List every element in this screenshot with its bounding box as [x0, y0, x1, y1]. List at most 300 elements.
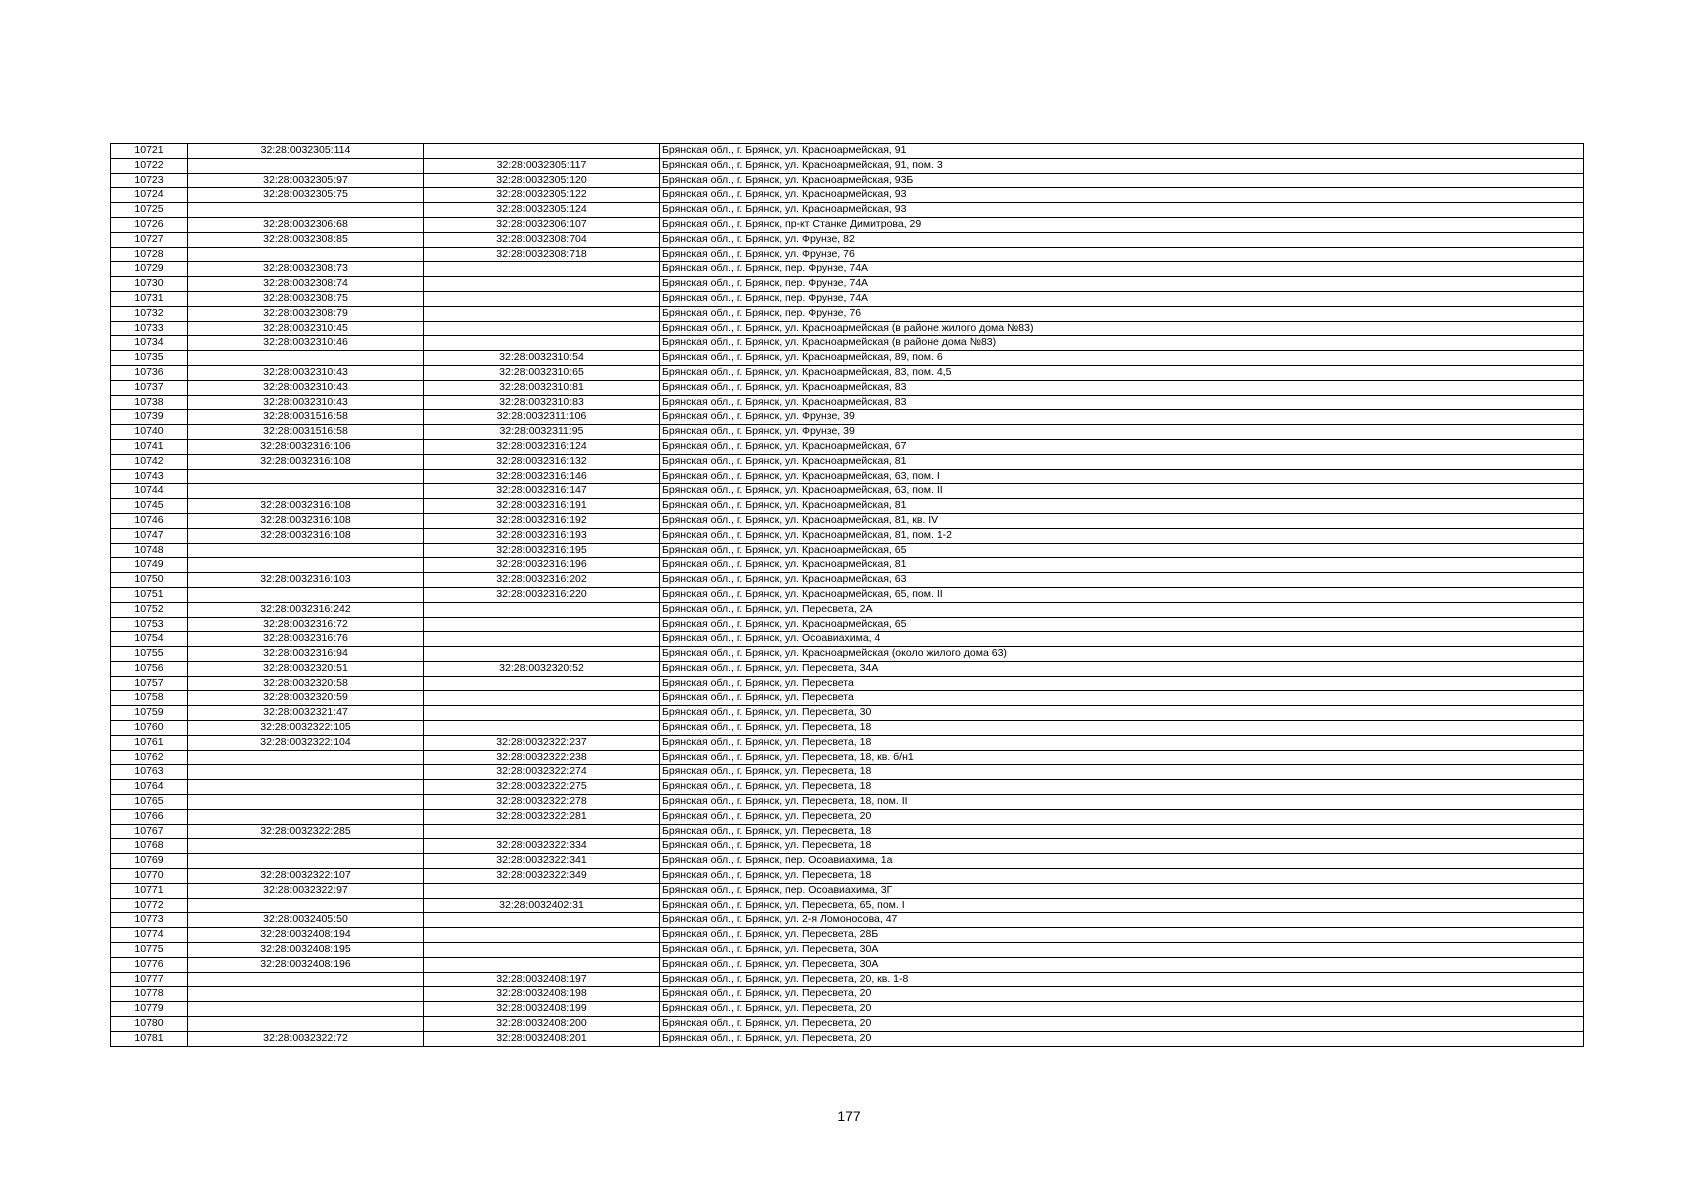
row-number-cell: 10748 — [111, 543, 188, 558]
land-cadastral-number-cell: 32:28:0032316:108 — [188, 499, 424, 514]
land-cadastral-number-cell — [188, 558, 424, 573]
building-cadastral-number-cell: 32:28:0032322:281 — [424, 809, 660, 824]
land-cadastral-number-cell: 32:28:0032316:76 — [188, 632, 424, 647]
building-cadastral-number-cell — [424, 957, 660, 972]
address-cell: Брянская обл., г. Брянск, ул. Красноармейская, 65 — [660, 617, 1584, 632]
table-row — [111, 469, 1584, 484]
building-cadastral-number-cell: 32:28:0032310:54 — [424, 351, 660, 366]
land-cadastral-number-cell — [188, 484, 424, 499]
table-row — [111, 1031, 1584, 1046]
address-cell: Брянская обл., г. Брянск, пер. Фрунзе, 76 — [660, 306, 1584, 321]
row-number-cell: 10764 — [111, 780, 188, 795]
land-cadastral-number-cell: 32:28:0032316:108 — [188, 513, 424, 528]
address-cell: Брянская обл., г. Брянск, пер. Фрунзе, 74А — [660, 262, 1584, 277]
table-row — [111, 365, 1584, 380]
land-cadastral-number-cell — [188, 543, 424, 558]
address-cell: Брянская обл., г. Брянск, ул. Пересвета, 18 — [660, 735, 1584, 750]
land-cadastral-number-cell — [188, 765, 424, 780]
row-number-cell: 10758 — [111, 691, 188, 706]
row-number-cell: 10733 — [111, 321, 188, 336]
land-cadastral-number-cell: 32:28:0032408:196 — [188, 957, 424, 972]
table-row — [111, 602, 1584, 617]
row-number-cell: 10735 — [111, 351, 188, 366]
address-cell: Брянская обл., г. Брянск, ул. Красноармейская, 65 — [660, 543, 1584, 558]
address-cell: Брянская обл., г. Брянск, ул. Красноармейская, 93 — [660, 203, 1584, 218]
table-row — [111, 558, 1584, 573]
row-number-cell: 10749 — [111, 558, 188, 573]
address-cell: Брянская обл., г. Брянск, ул. Красноармейская, 81 — [660, 454, 1584, 469]
land-cadastral-number-cell: 32:28:0032322:104 — [188, 735, 424, 750]
land-cadastral-number-cell — [188, 750, 424, 765]
row-number-cell: 10724 — [111, 188, 188, 203]
address-cell: Брянская обл., г. Брянск, ул. Красноармейская, 81, кв. IV — [660, 513, 1584, 528]
building-cadastral-number-cell: 32:28:0032316:191 — [424, 499, 660, 514]
row-number-cell: 10761 — [111, 735, 188, 750]
row-number-cell: 10739 — [111, 410, 188, 425]
row-number-cell: 10755 — [111, 647, 188, 662]
land-cadastral-number-cell — [188, 854, 424, 869]
building-cadastral-number-cell — [424, 691, 660, 706]
table-row — [111, 839, 1584, 854]
building-cadastral-number-cell: 32:28:0032316:195 — [424, 543, 660, 558]
address-cell: Брянская обл., г. Брянск, ул. Пересвета, 18 — [660, 721, 1584, 736]
address-cell: Брянская обл., г. Брянск, ул. Красноармейская (в районе дома №83) — [660, 336, 1584, 351]
table-row — [111, 321, 1584, 336]
address-cell: Брянская обл., г. Брянск, ул. Пересвета, 18 — [660, 869, 1584, 884]
address-cell: Брянская обл., г. Брянск, ул. Красноармейская, 63, пом. II — [660, 484, 1584, 499]
building-cadastral-number-cell — [424, 647, 660, 662]
table-row — [111, 188, 1584, 203]
row-number-cell: 10750 — [111, 573, 188, 588]
land-cadastral-number-cell: 32:28:0032308:73 — [188, 262, 424, 277]
row-number-cell: 10763 — [111, 765, 188, 780]
row-number-cell: 10772 — [111, 898, 188, 913]
table-row — [111, 824, 1584, 839]
table-row — [111, 232, 1584, 247]
table-row — [111, 277, 1584, 292]
land-cadastral-number-cell: 32:28:0032310:46 — [188, 336, 424, 351]
table-row — [111, 617, 1584, 632]
address-cell: Брянская обл., г. Брянск, ул. Пересвета, 30 — [660, 706, 1584, 721]
row-number-cell: 10762 — [111, 750, 188, 765]
building-cadastral-number-cell: 32:28:0032316:192 — [424, 513, 660, 528]
land-cadastral-number-cell — [188, 351, 424, 366]
table-row — [111, 943, 1584, 958]
table-row — [111, 410, 1584, 425]
address-cell: Брянская обл., г. Брянск, ул. Фрунзе, 76 — [660, 247, 1584, 262]
row-number-cell: 10721 — [111, 144, 188, 159]
building-cadastral-number-cell — [424, 824, 660, 839]
table-row — [111, 676, 1584, 691]
table-row — [111, 706, 1584, 721]
address-cell: Брянская обл., г. Брянск, ул. Пересвета, 18 — [660, 824, 1584, 839]
land-cadastral-number-cell: 32:28:0032320:51 — [188, 661, 424, 676]
table-row — [111, 306, 1584, 321]
row-number-cell: 10742 — [111, 454, 188, 469]
building-cadastral-number-cell — [424, 617, 660, 632]
land-cadastral-number-cell: 32:28:0031516:58 — [188, 410, 424, 425]
building-cadastral-number-cell — [424, 602, 660, 617]
table-row — [111, 972, 1584, 987]
row-number-cell: 10736 — [111, 365, 188, 380]
building-cadastral-number-cell — [424, 883, 660, 898]
table-row — [111, 380, 1584, 395]
row-number-cell: 10773 — [111, 913, 188, 928]
land-cadastral-number-cell: 32:28:0032321:47 — [188, 706, 424, 721]
table-row — [111, 217, 1584, 232]
building-cadastral-number-cell — [424, 336, 660, 351]
building-cadastral-number-cell — [424, 632, 660, 647]
table-row — [111, 351, 1584, 366]
row-number-cell: 10776 — [111, 957, 188, 972]
building-cadastral-number-cell: 32:28:0032305:122 — [424, 188, 660, 203]
row-number-cell: 10766 — [111, 809, 188, 824]
address-cell: Брянская обл., г. Брянск, пер. Фрунзе, 74А — [660, 291, 1584, 306]
address-cell: Брянская обл., г. Брянск, ул. Пересвета, 28Б — [660, 928, 1584, 943]
building-cadastral-number-cell — [424, 913, 660, 928]
table-row — [111, 735, 1584, 750]
row-number-cell: 10744 — [111, 484, 188, 499]
row-number-cell: 10732 — [111, 306, 188, 321]
land-cadastral-number-cell: 32:28:0032306:68 — [188, 217, 424, 232]
land-cadastral-number-cell: 32:28:0032316:242 — [188, 602, 424, 617]
table-row — [111, 144, 1584, 159]
row-number-cell: 10753 — [111, 617, 188, 632]
row-number-cell: 10774 — [111, 928, 188, 943]
address-cell: Брянская обл., г. Брянск, ул. Пересвета — [660, 691, 1584, 706]
row-number-cell: 10767 — [111, 824, 188, 839]
table-row — [111, 854, 1584, 869]
address-cell: Брянская обл., г. Брянск, ул. Фрунзе, 82 — [660, 232, 1584, 247]
address-cell: Брянская обл., г. Брянск, ул. Пересвета, 18 — [660, 780, 1584, 795]
address-cell: Брянская обл., г. Брянск, ул. Красноармейская (в районе жилого дома №83) — [660, 321, 1584, 336]
building-cadastral-number-cell: 32:28:0032322:238 — [424, 750, 660, 765]
land-cadastral-number-cell: 32:28:0032305:75 — [188, 188, 424, 203]
address-cell: Брянская обл., г. Брянск, ул. Красноармейская, 67 — [660, 439, 1584, 454]
building-cadastral-number-cell — [424, 676, 660, 691]
row-number-cell: 10768 — [111, 839, 188, 854]
building-cadastral-number-cell: 32:28:0032308:718 — [424, 247, 660, 262]
land-cadastral-number-cell: 32:28:0032316:108 — [188, 454, 424, 469]
row-number-cell: 10734 — [111, 336, 188, 351]
row-number-cell: 10759 — [111, 706, 188, 721]
row-number-cell: 10777 — [111, 972, 188, 987]
land-cadastral-number-cell: 32:28:0032308:85 — [188, 232, 424, 247]
table-row — [111, 661, 1584, 676]
row-number-cell: 10722 — [111, 158, 188, 173]
building-cadastral-number-cell: 32:28:0032305:120 — [424, 173, 660, 188]
table-row — [111, 291, 1584, 306]
row-number-cell: 10726 — [111, 217, 188, 232]
table-row — [111, 1017, 1584, 1032]
address-cell: Брянская обл., г. Брянск, ул. Красноармейская, 91, пом. 3 — [660, 158, 1584, 173]
address-cell: Брянская обл., г. Брянск, ул. Красноармейская, 81 — [660, 558, 1584, 573]
row-number-cell: 10760 — [111, 721, 188, 736]
building-cadastral-number-cell: 32:28:0032408:199 — [424, 1002, 660, 1017]
address-cell: Брянская обл., г. Брянск, ул. Красноармейская (около жилого дома 63) — [660, 647, 1584, 662]
land-cadastral-number-cell: 32:28:0032408:194 — [188, 928, 424, 943]
row-number-cell: 10745 — [111, 499, 188, 514]
land-cadastral-number-cell: 32:28:0032322:105 — [188, 721, 424, 736]
address-cell: Брянская обл., г. Брянск, ул. Красноармейская, 81, пом. 1-2 — [660, 528, 1584, 543]
address-cell: Брянская обл., г. Брянск, ул. Пересвета, 20 — [660, 1031, 1584, 1046]
land-cadastral-number-cell — [188, 780, 424, 795]
row-number-cell: 10747 — [111, 528, 188, 543]
row-number-cell: 10757 — [111, 676, 188, 691]
address-cell: Брянская обл., г. Брянск, пер. Осоавиахима, 3Г — [660, 883, 1584, 898]
building-cadastral-number-cell: 32:28:0032310:83 — [424, 395, 660, 410]
row-number-cell: 10731 — [111, 291, 188, 306]
table-row — [111, 898, 1584, 913]
land-cadastral-number-cell: 32:28:0032322:285 — [188, 824, 424, 839]
table-row — [111, 543, 1584, 558]
address-cell: Брянская обл., г. Брянск, ул. Красноармейская, 65, пом. II — [660, 587, 1584, 602]
row-number-cell: 10730 — [111, 277, 188, 292]
row-number-cell: 10738 — [111, 395, 188, 410]
building-cadastral-number-cell: 32:28:0032322:237 — [424, 735, 660, 750]
address-cell: Брянская обл., г. Брянск, ул. Фрунзе, 39 — [660, 425, 1584, 440]
building-cadastral-number-cell: 32:28:0032316:124 — [424, 439, 660, 454]
table-row — [111, 425, 1584, 440]
land-cadastral-number-cell: 32:28:0032305:114 — [188, 144, 424, 159]
land-cadastral-number-cell: 32:28:0032310:43 — [188, 380, 424, 395]
address-cell: Брянская обл., г. Брянск, ул. Пересвета, 2А — [660, 602, 1584, 617]
land-cadastral-number-cell: 32:28:0032308:79 — [188, 306, 424, 321]
row-number-cell: 10752 — [111, 602, 188, 617]
building-cadastral-number-cell: 32:28:0032316:132 — [424, 454, 660, 469]
building-cadastral-number-cell: 32:28:0032316:202 — [424, 573, 660, 588]
row-number-cell: 10737 — [111, 380, 188, 395]
building-cadastral-number-cell: 32:28:0032306:107 — [424, 217, 660, 232]
row-number-cell: 10727 — [111, 232, 188, 247]
table-row — [111, 750, 1584, 765]
building-cadastral-number-cell: 32:28:0032322:334 — [424, 839, 660, 854]
address-cell: Брянская обл., г. Брянск, ул. Пересвета, 18 — [660, 839, 1584, 854]
address-cell: Брянская обл., г. Брянск, ул. Красноармейская, 93Б — [660, 173, 1584, 188]
address-cell: Брянская обл., г. Брянск, ул. Пересвета, 18 — [660, 765, 1584, 780]
address-cell: Брянская обл., г. Брянск, ул. Фрунзе, 39 — [660, 410, 1584, 425]
address-cell: Брянская обл., г. Брянск, ул. Пересвета, 34А — [660, 661, 1584, 676]
address-cell: Брянская обл., г. Брянск, ул. Красноармейская, 83 — [660, 395, 1584, 410]
table-row — [111, 928, 1584, 943]
land-cadastral-number-cell — [188, 587, 424, 602]
table-row — [111, 809, 1584, 824]
address-cell: Брянская обл., г. Брянск, ул. Осоавиахима, 4 — [660, 632, 1584, 647]
land-cadastral-number-cell — [188, 203, 424, 218]
row-number-cell: 10781 — [111, 1031, 188, 1046]
building-cadastral-number-cell — [424, 144, 660, 159]
row-number-cell: 10756 — [111, 661, 188, 676]
table-row — [111, 587, 1584, 602]
building-cadastral-number-cell: 32:28:0032322:274 — [424, 765, 660, 780]
address-cell: Брянская обл., г. Брянск, ул. Красноармейская, 91 — [660, 144, 1584, 159]
address-cell: Брянская обл., г. Брянск, пер. Осоавиахима, 1а — [660, 854, 1584, 869]
table-row — [111, 1002, 1584, 1017]
table-row — [111, 484, 1584, 499]
land-cadastral-number-cell — [188, 839, 424, 854]
address-cell: Брянская обл., г. Брянск, ул. Красноармейская, 93 — [660, 188, 1584, 203]
table-row — [111, 573, 1584, 588]
table-row — [111, 913, 1584, 928]
address-cell: Брянская обл., г. Брянск, ул. Пересвета, 30А — [660, 957, 1584, 972]
address-cell: Брянская обл., г. Брянск, ул. Пересвета, 30А — [660, 943, 1584, 958]
building-cadastral-number-cell — [424, 291, 660, 306]
land-cadastral-number-cell: 32:28:0032320:58 — [188, 676, 424, 691]
building-cadastral-number-cell: 32:28:0032310:81 — [424, 380, 660, 395]
address-cell: Брянская обл., г. Брянск, пр-кт Станке Димитрова, 29 — [660, 217, 1584, 232]
address-cell: Брянская обл., г. Брянск, пер. Фрунзе, 74А — [660, 277, 1584, 292]
building-cadastral-number-cell: 32:28:0032322:275 — [424, 780, 660, 795]
building-cadastral-number-cell: 32:28:0032322:349 — [424, 869, 660, 884]
building-cadastral-number-cell — [424, 928, 660, 943]
row-number-cell: 10765 — [111, 795, 188, 810]
building-cadastral-number-cell: 32:28:0032402:31 — [424, 898, 660, 913]
table-row — [111, 513, 1584, 528]
table-row — [111, 247, 1584, 262]
table-row — [111, 158, 1584, 173]
row-number-cell: 10771 — [111, 883, 188, 898]
row-number-cell: 10770 — [111, 869, 188, 884]
row-number-cell: 10754 — [111, 632, 188, 647]
land-cadastral-number-cell: 32:28:0032310:43 — [188, 395, 424, 410]
land-cadastral-number-cell: 32:28:0032316:106 — [188, 439, 424, 454]
row-number-cell: 10746 — [111, 513, 188, 528]
building-cadastral-number-cell — [424, 262, 660, 277]
table-row — [111, 721, 1584, 736]
building-cadastral-number-cell: 32:28:0032316:220 — [424, 587, 660, 602]
address-cell: Брянская обл., г. Брянск, ул. Красноармейская, 63 — [660, 573, 1584, 588]
table-row — [111, 795, 1584, 810]
land-cadastral-number-cell: 32:28:0032308:74 — [188, 277, 424, 292]
building-cadastral-number-cell: 32:28:0032408:197 — [424, 972, 660, 987]
row-number-cell: 10779 — [111, 1002, 188, 1017]
table-row — [111, 883, 1584, 898]
land-cadastral-number-cell: 32:28:0032322:107 — [188, 869, 424, 884]
table-row — [111, 454, 1584, 469]
land-cadastral-number-cell: 32:28:0032320:59 — [188, 691, 424, 706]
building-cadastral-number-cell: 32:28:0032310:65 — [424, 365, 660, 380]
building-cadastral-number-cell: 32:28:0032408:200 — [424, 1017, 660, 1032]
land-cadastral-number-cell — [188, 809, 424, 824]
land-cadastral-number-cell: 32:28:0032405:50 — [188, 913, 424, 928]
page-number: 177 — [837, 1108, 861, 1124]
row-number-cell: 10741 — [111, 439, 188, 454]
address-cell: Брянская обл., г. Брянск, ул. Пересвета, 20 — [660, 1017, 1584, 1032]
address-cell: Брянская обл., г. Брянск, ул. Пересвета — [660, 676, 1584, 691]
land-cadastral-number-cell — [188, 972, 424, 987]
address-cell: Брянская обл., г. Брянск, ул. Пересвета, 18, пом. II — [660, 795, 1584, 810]
table-row — [111, 203, 1584, 218]
address-cell: Брянская обл., г. Брянск, ул. Пересвета, 65, пом. I — [660, 898, 1584, 913]
address-cell: Брянская обл., г. Брянск, ул. Пересвета, 20 — [660, 809, 1584, 824]
table-row — [111, 528, 1584, 543]
building-cadastral-number-cell: 32:28:0032305:124 — [424, 203, 660, 218]
building-cadastral-number-cell — [424, 943, 660, 958]
address-cell: Брянская обл., г. Брянск, ул. Пересвета, 18, кв. б/н1 — [660, 750, 1584, 765]
table-row — [111, 987, 1584, 1002]
land-cadastral-number-cell: 32:28:0032322:97 — [188, 883, 424, 898]
land-cadastral-number-cell: 32:28:0032316:103 — [188, 573, 424, 588]
table-row — [111, 439, 1584, 454]
row-number-cell: 10723 — [111, 173, 188, 188]
address-cell: Брянская обл., г. Брянск, ул. Красноармейская, 63, пом. I — [660, 469, 1584, 484]
land-cadastral-number-cell — [188, 1017, 424, 1032]
building-cadastral-number-cell — [424, 277, 660, 292]
land-cadastral-number-cell: 32:28:0032316:94 — [188, 647, 424, 662]
row-number-cell: 10729 — [111, 262, 188, 277]
row-number-cell: 10751 — [111, 587, 188, 602]
building-cadastral-number-cell: 32:28:0032408:198 — [424, 987, 660, 1002]
building-cadastral-number-cell: 32:28:0032311:106 — [424, 410, 660, 425]
address-cell: Брянская обл., г. Брянск, ул. Пересвета, 20 — [660, 987, 1584, 1002]
building-cadastral-number-cell: 32:28:0032322:341 — [424, 854, 660, 869]
building-cadastral-number-cell — [424, 721, 660, 736]
address-cell: Брянская обл., г. Брянск, ул. Красноармейская, 83 — [660, 380, 1584, 395]
table-row — [111, 647, 1584, 662]
building-cadastral-number-cell: 32:28:0032320:52 — [424, 661, 660, 676]
address-cell: Брянская обл., г. Брянск, ул. Красноармейская, 83, пом. 4,5 — [660, 365, 1584, 380]
land-cadastral-number-cell — [188, 795, 424, 810]
table-row — [111, 691, 1584, 706]
address-cell: Брянская обл., г. Брянск, ул. Красноармейская, 89, пом. 6 — [660, 351, 1584, 366]
row-number-cell: 10769 — [111, 854, 188, 869]
table-row — [111, 780, 1584, 795]
table-row — [111, 957, 1584, 972]
building-cadastral-number-cell: 32:28:0032322:278 — [424, 795, 660, 810]
table-row — [111, 632, 1584, 647]
land-cadastral-number-cell: 32:28:0032322:72 — [188, 1031, 424, 1046]
land-cadastral-number-cell — [188, 469, 424, 484]
building-cadastral-number-cell: 32:28:0032316:193 — [424, 528, 660, 543]
building-cadastral-number-cell: 32:28:0032316:147 — [424, 484, 660, 499]
row-number-cell: 10725 — [111, 203, 188, 218]
table-row — [111, 173, 1584, 188]
registry-table-body — [111, 144, 1584, 1047]
row-number-cell: 10728 — [111, 247, 188, 262]
land-cadastral-number-cell: 32:28:0032316:72 — [188, 617, 424, 632]
land-cadastral-number-cell — [188, 987, 424, 1002]
building-cadastral-number-cell — [424, 306, 660, 321]
table-row — [111, 499, 1584, 514]
table-row — [111, 765, 1584, 780]
address-cell: Брянская обл., г. Брянск, ул. 2-я Ломоносова, 47 — [660, 913, 1584, 928]
table-row — [111, 262, 1584, 277]
building-cadastral-number-cell: 32:28:0032408:201 — [424, 1031, 660, 1046]
building-cadastral-number-cell: 32:28:0032308:704 — [424, 232, 660, 247]
row-number-cell: 10775 — [111, 943, 188, 958]
land-cadastral-number-cell: 32:28:0032408:195 — [188, 943, 424, 958]
registry-table — [110, 143, 1584, 1047]
land-cadastral-number-cell — [188, 158, 424, 173]
row-number-cell: 10743 — [111, 469, 188, 484]
land-cadastral-number-cell: 32:28:0032310:45 — [188, 321, 424, 336]
land-cadastral-number-cell — [188, 247, 424, 262]
land-cadastral-number-cell — [188, 898, 424, 913]
building-cadastral-number-cell — [424, 706, 660, 721]
building-cadastral-number-cell: 32:28:0032316:146 — [424, 469, 660, 484]
building-cadastral-number-cell — [424, 321, 660, 336]
building-cadastral-number-cell: 32:28:0032311:95 — [424, 425, 660, 440]
address-cell: Брянская обл., г. Брянск, ул. Пересвета, 20 — [660, 1002, 1584, 1017]
land-cadastral-number-cell: 32:28:0032310:43 — [188, 365, 424, 380]
building-cadastral-number-cell: 32:28:0032305:117 — [424, 158, 660, 173]
land-cadastral-number-cell: 32:28:0031516:58 — [188, 425, 424, 440]
table-row — [111, 395, 1584, 410]
address-cell: Брянская обл., г. Брянск, ул. Пересвета, 20, кв. 1-8 — [660, 972, 1584, 987]
row-number-cell: 10778 — [111, 987, 188, 1002]
table-row — [111, 869, 1584, 884]
land-cadastral-number-cell: 32:28:0032308:75 — [188, 291, 424, 306]
